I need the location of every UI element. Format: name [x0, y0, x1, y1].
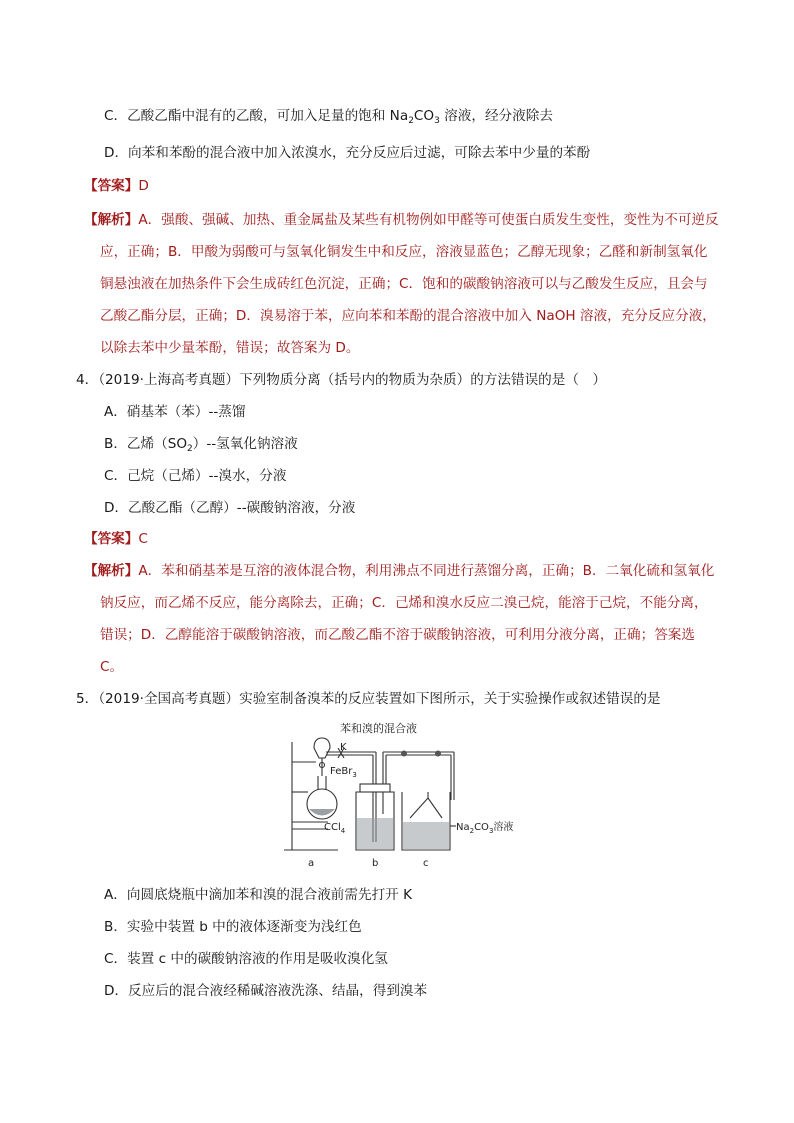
q3-option-c-text: 溶液，经分液除去 [439, 108, 553, 124]
k-label: K [340, 742, 347, 753]
q4-analysis-line: 钠反应，而乙烯不反应，能分离除去，正确；C．己烯和溴水反应二溴己烷，能溶于己烷，不能分离， [100, 595, 708, 611]
q4-option-b-subscript: 2 [187, 444, 193, 454]
q4-option-b [104, 435, 298, 458]
q3-analysis-line: 应，正确；B．甲酸为弱酸可与氢氧化铜发生中和反应，溶液显蓝色；乙醇无现象；乙醛和新制氢氧化 [100, 244, 708, 260]
q3-option-c [104, 107, 553, 130]
q4-option-b-text: B．乙烯（SO [104, 436, 188, 452]
q3-analysis-line: 乙酸乙酯分层，正确；D．溴易溶于苯，应向苯和苯酚的混合溶液中加入 NaOH 溶液，充分反应分液， [100, 308, 716, 324]
q4-analysis-line: 错误；D．乙醇能溶于碳酸钠溶液，而乙酸乙酯不溶于碳酸钠溶液，可利用分液分离，正确；答案选 [100, 627, 695, 643]
q4-analysis-line: C。 [100, 659, 124, 675]
q4-option-b-text: ）--氢氧化钠溶液 [192, 436, 298, 452]
q3-analysis-line: 铜悬浊液在加热条件下会生成砖红色沉淀，正确；C．饱和的碳酸钠溶液可以与乙酸发生反应，且会与 [100, 276, 708, 292]
q3-option-c-subscript: 2 [408, 116, 414, 126]
ccl4-liquid [357, 818, 393, 849]
label-b: b [372, 858, 379, 869]
q5-option-a: A．向圆底烧瓶中滴加苯和溴的混合液前需先打开 K [104, 887, 413, 903]
label-c: c [423, 858, 429, 869]
q5-option-b: B．实验中装置 b 中的液体逐渐变为浅红色 [104, 919, 362, 935]
label-a: a [308, 858, 315, 869]
answer-value: C [138, 531, 148, 547]
q5-option-d: D．反应后的混合液经稀碱溶液洗涤、结晶，得到溴苯 [104, 983, 428, 999]
analysis-tag: 【解析】 [84, 563, 139, 579]
q3-analysis-line [84, 211, 719, 229]
q4-option-c: C．己烷（己烯）--溴水，分液 [104, 468, 287, 484]
na2co3-label: $Na_2CO_3$溶液 [456, 822, 514, 835]
q4-stem: 4．（2019·上海高考真题）下列物质分离（括号内的物质为杂质）的方法错误的是（ ） [76, 372, 607, 388]
q4-option-d: D．乙酸乙酯（乙醇）--碳酸钠溶液，分液 [104, 500, 356, 516]
mix-label: 苯和溴的混合液 [340, 722, 417, 735]
tube-connector [401, 751, 407, 757]
ccl4-label: CCl$_4$ [324, 822, 346, 835]
q3-analysis-line: 以除去苯中少量苯酚，错误；故答案为 D。 [100, 340, 360, 356]
q4-answer [84, 530, 148, 548]
q5-stem: 5．（2019·全国高考真题）实验室制备溴苯的反应装置如下图所示，关于实验操作或叙述错误的是 [76, 691, 661, 707]
answer-value: D [138, 178, 149, 194]
bottle-stopper [360, 784, 390, 792]
analysis-tag: 【解析】 [84, 212, 139, 228]
q3-option-c-text: CO [413, 108, 435, 124]
analysis-text: A．强酸、强碱、加热、重金属盐及某些有机物例如甲醛等可使蛋白质发生变性，变性为不可逆反 [138, 212, 719, 228]
q3-option-c-text: C．乙酸乙酯中混有的乙酸，可加入足量的饱和 Na [104, 108, 409, 124]
tube-connector [435, 751, 441, 757]
q3-option-c-subscript: 3 [434, 116, 440, 126]
analysis-text: A．苯和硝基苯是互溶的液体混合物，利用沸点不同进行蒸馏分离，正确；B．二氧化硫和氢氧化 [138, 563, 715, 579]
catalyst-label: FeBr$_3$ [330, 766, 357, 779]
apparatus-diagram [278, 718, 532, 870]
answer-tag: 【答案】 [84, 178, 139, 194]
q3-option-d: D．向苯和苯酚的混合液中加入浓溴水，充分反应后过滤，可除去苯中少量的苯酚 [104, 145, 591, 161]
answer-tag: 【答案】 [84, 531, 139, 547]
q5-option-c: C．装置 c 中的碳酸钠溶液的作用是吸收溴化氢 [104, 951, 388, 967]
q3-answer [84, 177, 149, 195]
inverted-funnel [410, 798, 442, 818]
q4-analysis-line [84, 562, 714, 580]
na2co3-liquid [403, 822, 449, 849]
flask-liquid [309, 809, 335, 816]
q4-option-a: A．硝基苯（苯）--蒸馏 [104, 404, 246, 420]
